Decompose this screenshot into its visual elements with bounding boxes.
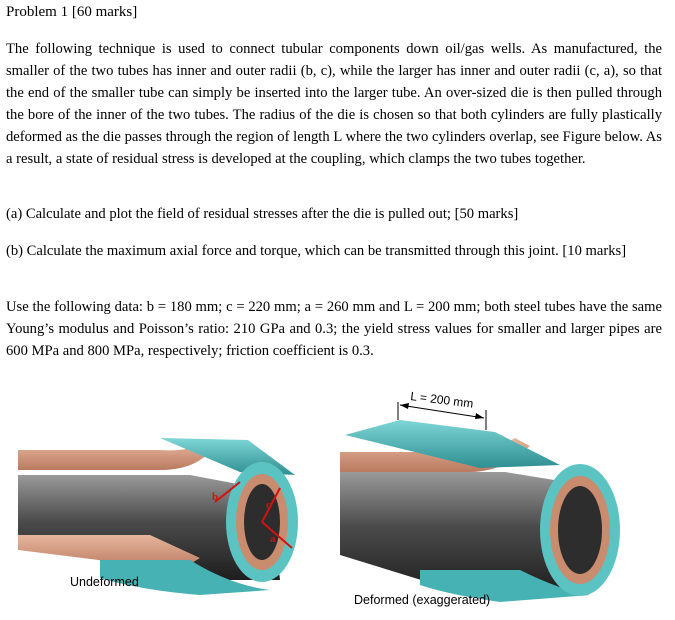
deformed-tube-assembly	[340, 402, 620, 602]
deformed-bore-opening	[558, 486, 602, 574]
radius-b-label: b	[212, 491, 219, 503]
problem-heading: Problem 1 [60 marks]	[6, 4, 138, 20]
dimension-arrowhead-left	[400, 403, 409, 409]
undeformed-tube-assembly	[18, 438, 298, 595]
question-part-a: (a) Calculate and plot the field of residual stresses after the die is pulled out; [50 marks]	[6, 206, 519, 222]
deformed-caption: Deformed (exaggerated)	[354, 593, 491, 607]
undeformed-caption: Undeformed	[70, 575, 139, 589]
dimension-length-label: L = 200 mm	[409, 389, 475, 411]
radius-a-label: a	[270, 533, 276, 545]
given-data-paragraph: Use the following data: b = 180 mm; c = 220 mm; a = 260 mm and L = 200 mm; both steel tubes have the same Young’s modulus and Poisson’s ratio: 210 GPa and 0.3; the yield stress values for smaller and larger pipes are 600 MPa and 800 MPa, respectively; friction coefficient is 0.3.	[6, 299, 662, 359]
radius-c-label: c	[266, 499, 271, 511]
question-part-b: (b) Calculate the maximum axial force and torque, which can be transmitted through this joint. [10 marks]	[6, 243, 627, 259]
dimension-arrowhead-right	[475, 413, 484, 419]
problem-intro-paragraph: The following technique is used to connect tubular components down oil/gas wells. As manufactured, the smaller of the two tubes has inner and outer radii (b, c), while the larger has inner and outer radii (c, a), so that the end of the smaller tube can simply be inserted into the larger tube. An over-sized die is then pulled through the bore of the inner of the two tubes. The radius of the die is chosen so that both cylinders are fully plastically deformed as the die passes through the region of length L where the two cylinders overlap, see Figure below. As a result, a state of residual stress is developed at the coupling, which clamps the two tubes together.	[6, 41, 662, 167]
tube-coupling-figure	[0, 380, 675, 620]
